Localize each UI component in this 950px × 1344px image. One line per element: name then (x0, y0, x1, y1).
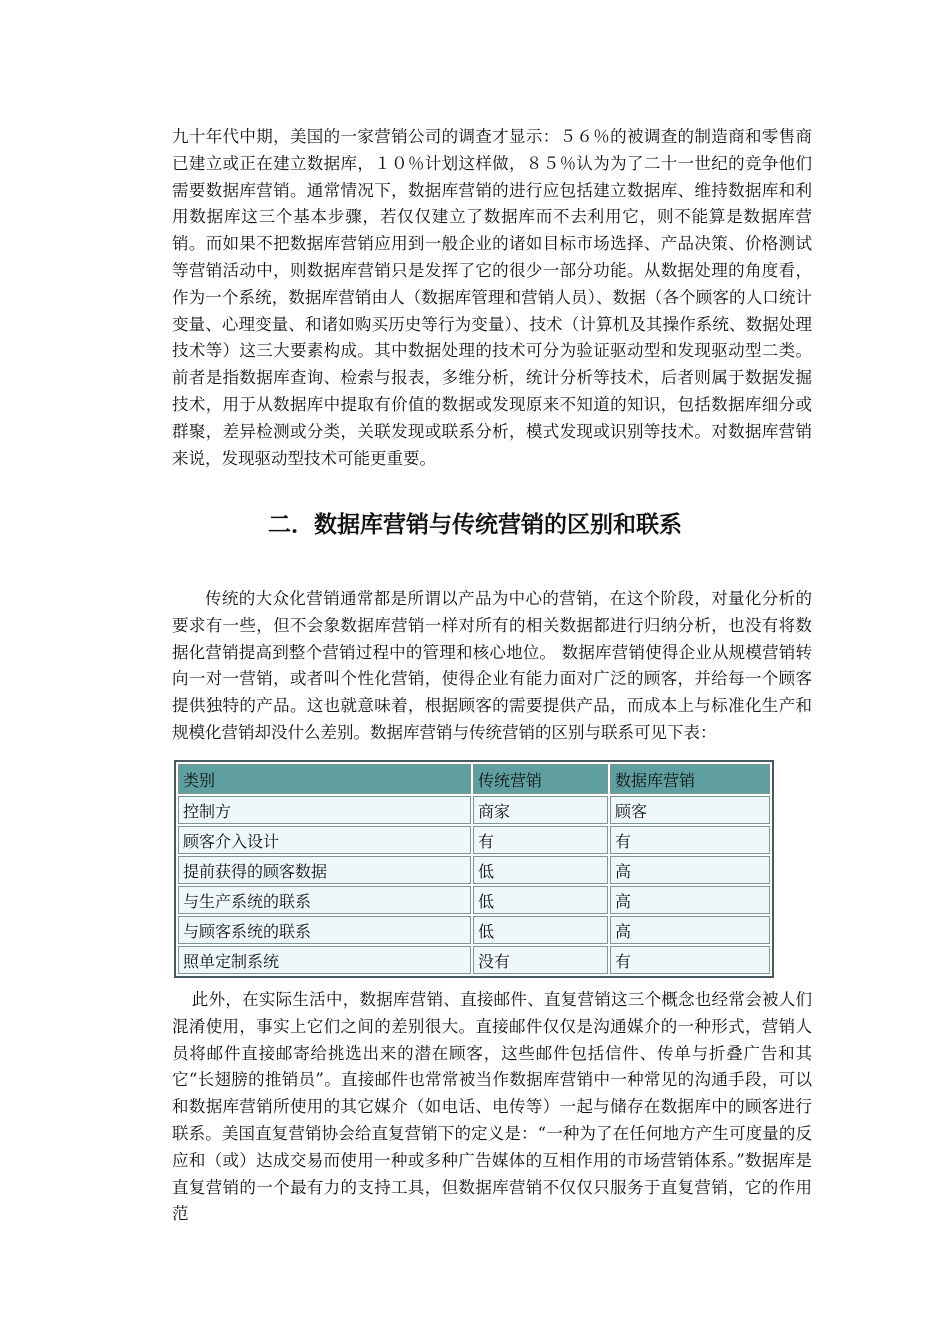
table-cell: 提前获得的顾客数据 (178, 856, 471, 884)
table-cell: 低 (473, 886, 608, 914)
table-header-cell: 数据库营销 (610, 764, 770, 794)
table-cell: 与顾客系统的联系 (178, 916, 471, 944)
table-header-cell: 类别 (178, 764, 471, 794)
table-cell: 高 (610, 856, 770, 884)
table-cell: 控制方 (178, 796, 471, 824)
table-cell: 高 (610, 916, 770, 944)
paragraph-database-marketing-overview: 九十年代中期，美国的一家营销公司的调查才显示：５６％的被调查的制造商和零售商已建立或正在建立数据库，１０％计划这样做，８５％认为为了二十一世纪的竞争他们需要数据库营销。通常情况下，数据库营销的进行应包括建立数据库、维持数据库和利用数据库这三个基本步骤，若仅仅建立了数据库而不去利用它，则不能算是数据库营销。而如果不把数据库营销应用到一般企业的诸如目标市场选择、产品决策、价格测试等营销活动中，则数据库营销只是发挥了它的很少一部分功能。从数据处理的角度看，作为一个系统，数据库营销由人（数据库管理和营销人员）、数据（各个顾客的人口统计变量、心理变量、和诸如购买历史等行为变量）、技术（计算机及其操作系统、数据处理技术等）这三大要素构成。其中数据处理的技术可分为验证驱动型和发现驱动型二类。前者是指数据库查询、检索与报表，多维分析，统计分析等技术，后者则属于数据发掘技术，用于从数据库中提取有价值的数据或发现原来不知道的知识，包括数据库细分或群聚，差异检测或分类，关联发现或联系分析，模式发现或识别等技术。对数据库营销来说，发现驱动型技术可能更重要。 (172, 127, 812, 468)
table-cell: 有 (610, 946, 770, 974)
table-row (178, 886, 770, 914)
table-cell: 顾客介入设计 (178, 826, 471, 854)
table-cell: 高 (610, 886, 770, 914)
table-cell: 低 (473, 916, 608, 944)
table-row (178, 826, 770, 854)
section-heading: 二．数据库营销与传统营销的区别和联系 (268, 512, 682, 538)
table-cell: 有 (473, 826, 608, 854)
table-row (178, 916, 770, 944)
table-cell: 与生产系统的联系 (178, 886, 471, 914)
table-cell: 照单定制系统 (178, 946, 471, 974)
table-cell: 低 (473, 856, 608, 884)
comparison-table (174, 760, 774, 978)
table-header-cell: 传统营销 (473, 764, 608, 794)
table-cell: 有 (610, 826, 770, 854)
table-cell: 没有 (473, 946, 608, 974)
paragraph-traditional-marketing: 传统的大众化营销通常都是所谓以产品为中心的营销，在这个阶段，对量化分析的要求有一些，但不会象数据库营销一样对所有的相关数据都进行归纳分析，也没有将数据化营销提高到整个营销过程中的管理和核心地位。 数据库营销使得企业从规模营销转向一对一营销，或者叫个性化营销，使得企业有能力面对广泛的顾客，并给每一个顾客提供独特的产品。这也就意味着，根据顾客的需要提供产品，而成本上与标准化生产和规模化营销却没什么差别。数据库营销与传统营销的区别与联系可见下表： (172, 589, 812, 742)
table-row (178, 856, 770, 884)
table-row (178, 946, 770, 974)
table-cell: 顾客 (610, 796, 770, 824)
table-row (178, 796, 770, 824)
table-header-row (178, 764, 770, 794)
table-cell: 商家 (473, 796, 608, 824)
paragraph-direct-mail: 此外，在实际生活中，数据库营销、直接邮件、直复营销这三个概念也经常会被人们混淆使用，事实上它们之间的差别很大。直接邮件仅仅是沟通媒介的一种形式，营销人员将邮件直接邮寄给挑选出来的潜在顾客，这些邮件包括信件、传单与折叠广告和其它“长翅膀的推销员”。直接邮件也常常被当作数据库营销中一种常见的沟通手段，可以和数据库营销所使用的其它媒介（如电话、电传等）一起与储存在数据库中的顾客进行联系。美国直复营销协会给直复营销下的定义是：“一种为了在任何地方产生可度量的反应和（或）达成交易而使用一种或多种广告媒体的互相作用的市场营销体系。”数据库是直复营销的一个最有力的支持工具，但数据库营销不仅仅只服务于直复营销，它的作用范 (172, 990, 812, 1224)
